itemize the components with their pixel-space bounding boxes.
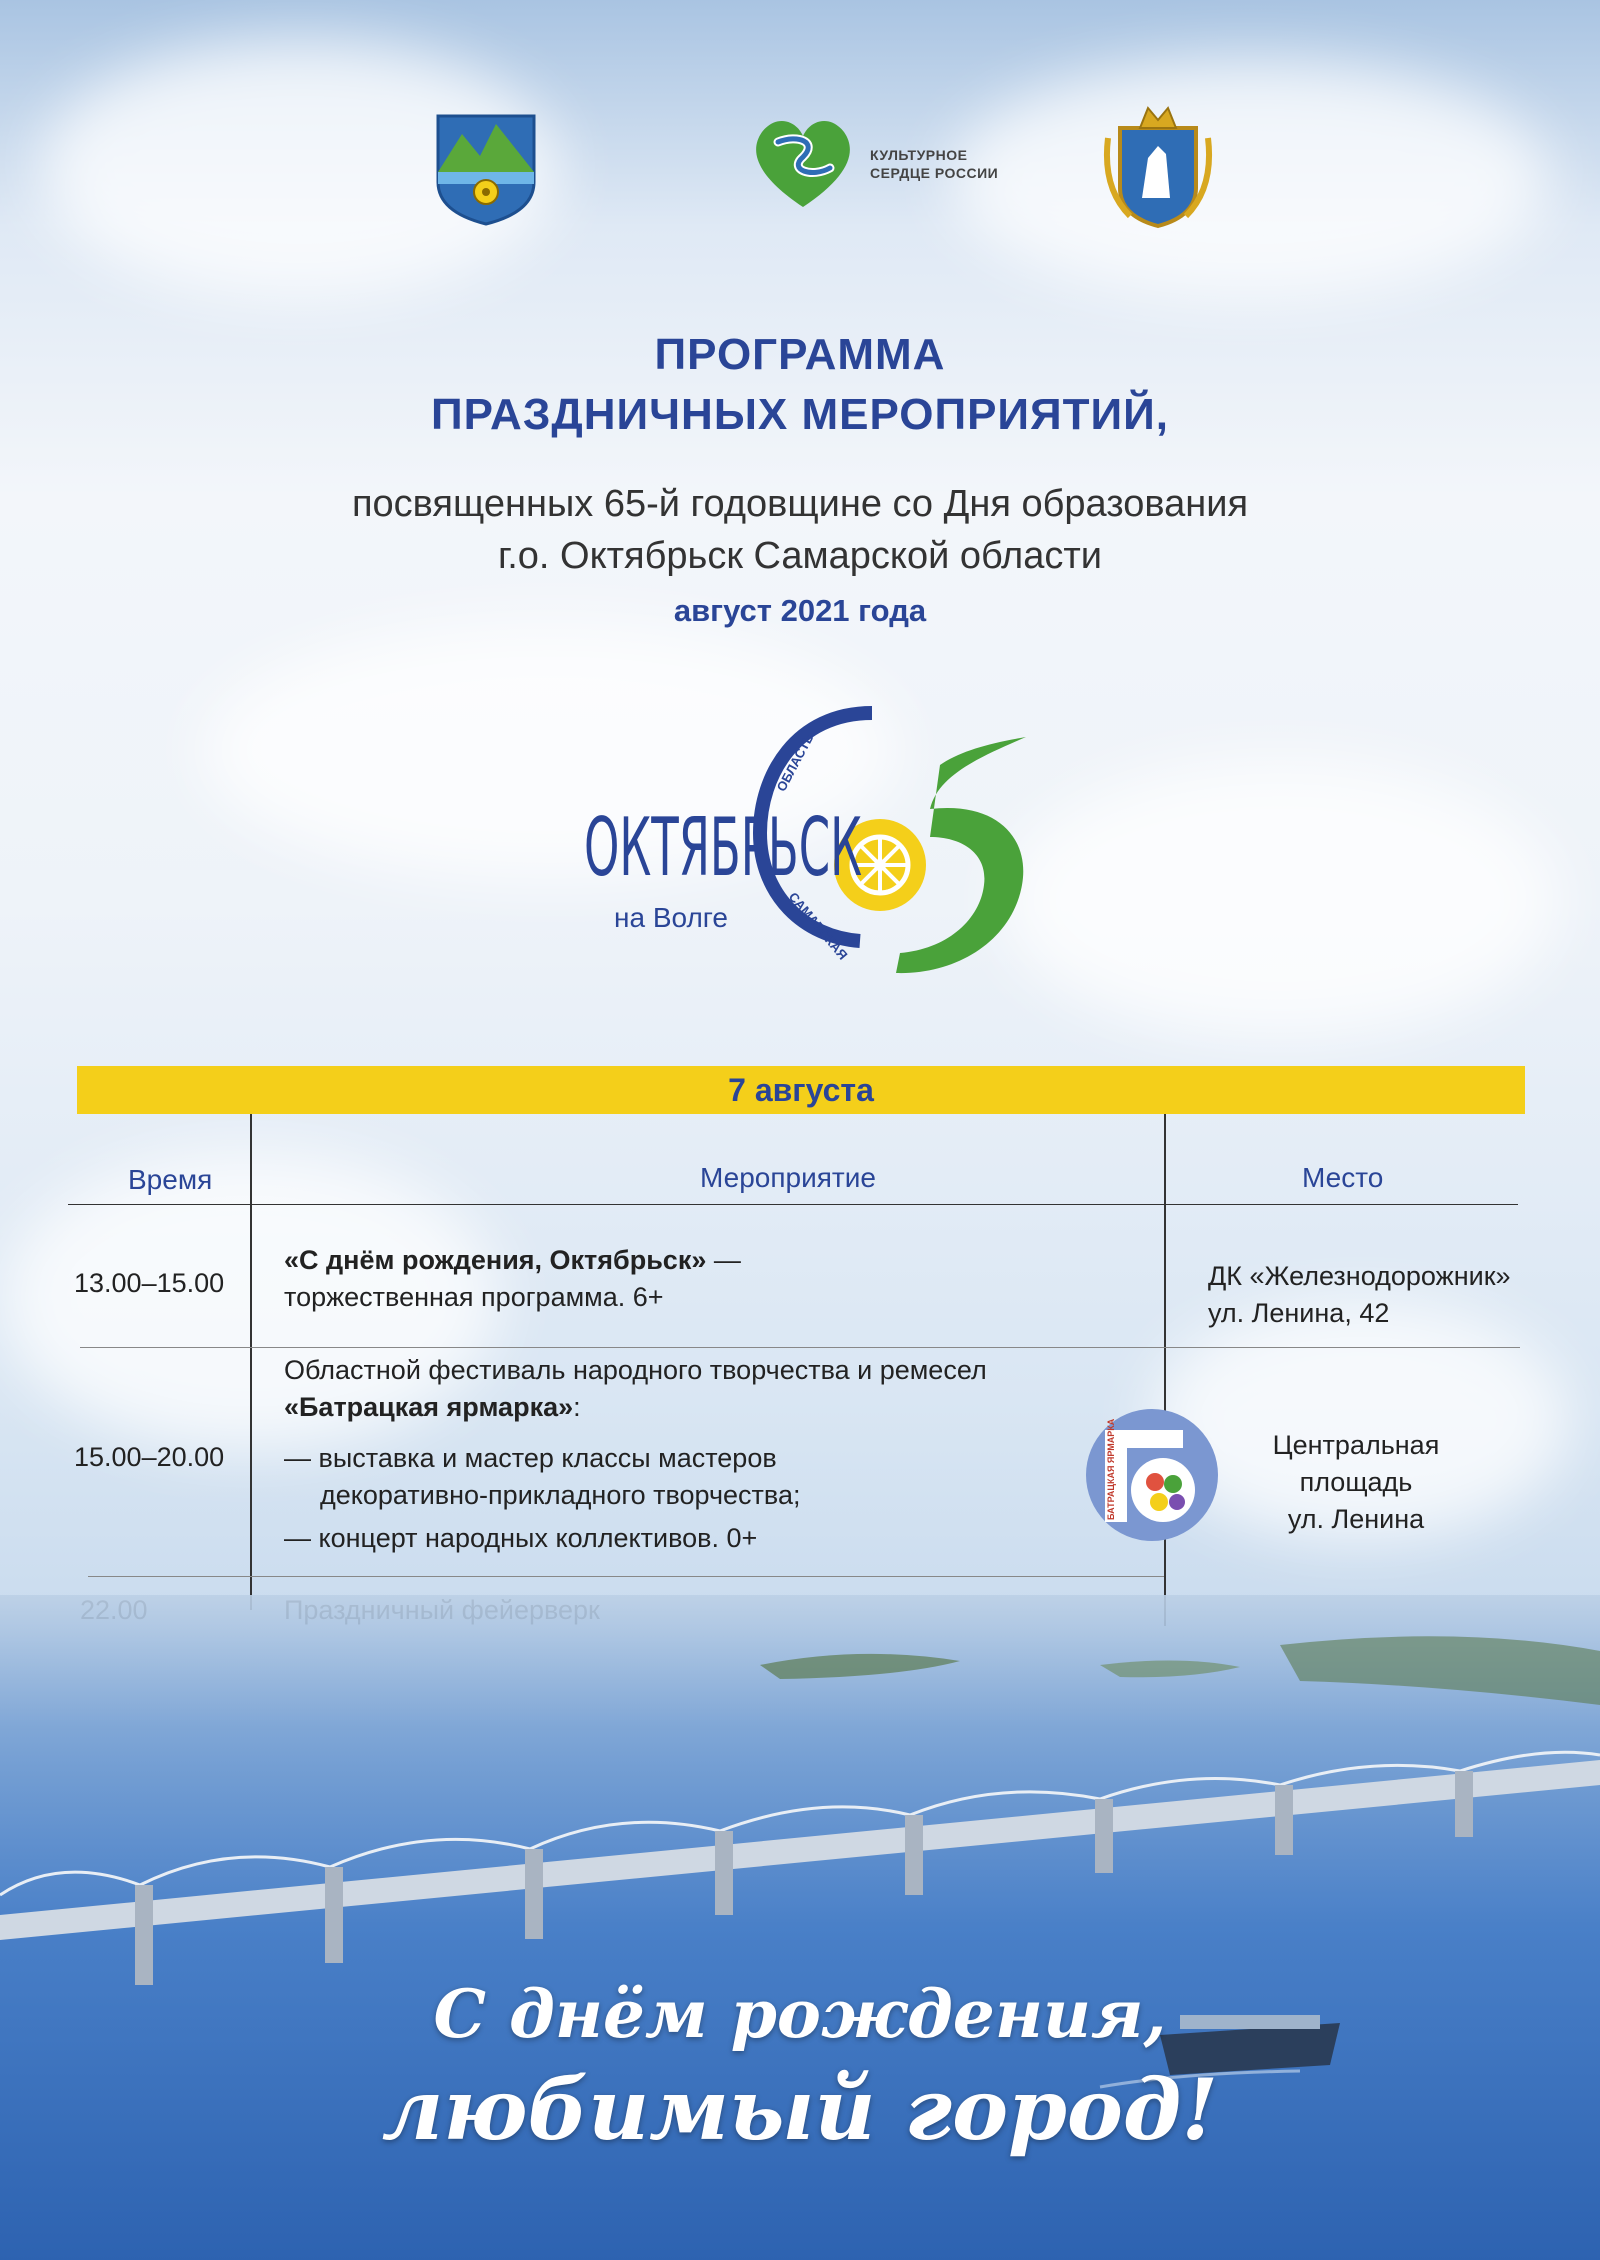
fair-logo-icon (1085, 1408, 1219, 1542)
program-title-line2: ПРАЗДНИЧНЫХ МЕРОПРИЯТИЙ, (430, 390, 1170, 439)
program-title: ПРОГРАММА (654, 330, 946, 379)
schedule-day-bar (77, 1066, 1525, 1114)
row2-event (284, 1352, 987, 1557)
river-bridge-scene (0, 1595, 1600, 2260)
cloud (950, 60, 1550, 300)
header-event: Мероприятие (700, 1162, 876, 1193)
anniversary-65-logo (560, 705, 1040, 985)
anniversary-city-name: ОКТЯБРЬСК (584, 801, 862, 894)
region-coat-of-arms-icon (1100, 98, 1216, 232)
row1-place-venue: ДК «Железнодорожник» (1208, 1261, 1511, 1291)
city-coat-of-arms-icon (434, 112, 538, 228)
row1-event-dash: — (706, 1245, 741, 1275)
cloud (1000, 760, 1560, 1040)
anniversary-arc-top: ОБЛАСТЬ (773, 730, 817, 794)
row2-place-line2: площадь (1299, 1467, 1413, 1497)
column-divider (250, 1114, 252, 1610)
header-divider (68, 1204, 1518, 1205)
row1-event (284, 1242, 741, 1316)
schedule-day: 7 августа (728, 1072, 874, 1108)
row1-event-title: «С днём рождения, Октябрьск» (284, 1245, 707, 1275)
anniversary-subtitle: на Волге (614, 902, 728, 933)
row2-place (1266, 1427, 1446, 1538)
program-subtitle-line1: посвященных 65-й годовщине со Дня образования (351, 483, 1249, 525)
row2-event-item1-cont: декоративно-прикладного творчества; (320, 1480, 801, 1510)
header-place: Место (1302, 1162, 1384, 1193)
row2-place-line3: ул. Ленина (1287, 1504, 1425, 1534)
row1-place-address: ул. Ленина, 42 (1208, 1298, 1390, 1328)
row2-event-colon: : (573, 1392, 581, 1422)
row2-event-title: «Батрацкая ярмарка» (284, 1392, 574, 1422)
fair-logo-text: БАТРАЦКАЯ ЯРМАРКА (1106, 1418, 1116, 1520)
row1-place (1208, 1258, 1511, 1332)
program-date: август 2021 года (673, 593, 927, 628)
greeting-line2: любимый город! (381, 2060, 1219, 2159)
row-divider (88, 1576, 1164, 1577)
row1-time: 13.00–15.00 (74, 1268, 225, 1298)
row2-event-item1: — выставка и мастер классы мастеров (284, 1443, 777, 1473)
cultural-heart-logo-icon (748, 112, 858, 212)
header-time: Время (128, 1164, 213, 1195)
row2-place-line1: Центральная (1272, 1430, 1440, 1460)
partner-logo-text: КУЛЬТУРНОЕ СЕРДЦЕ РОССИИ (870, 147, 999, 181)
anniversary-arc-bottom: САМАРСКАЯ (785, 889, 851, 963)
row2-event-item2: — концерт народных коллективов. 0+ (284, 1523, 758, 1553)
program-subtitle-line2: г.о. Октябрьск Самарской области (498, 535, 1102, 577)
greeting-line1: С днём рождения, (433, 1975, 1167, 2053)
row1-event-desc: торжественная программа. 6+ (284, 1282, 664, 1312)
row2-event-intro: Областной фестиваль народного творчества и ремесел (284, 1355, 987, 1385)
row2-time: 15.00–20.00 (74, 1442, 225, 1472)
column-divider (1164, 1114, 1166, 1626)
row-divider (80, 1347, 1520, 1348)
